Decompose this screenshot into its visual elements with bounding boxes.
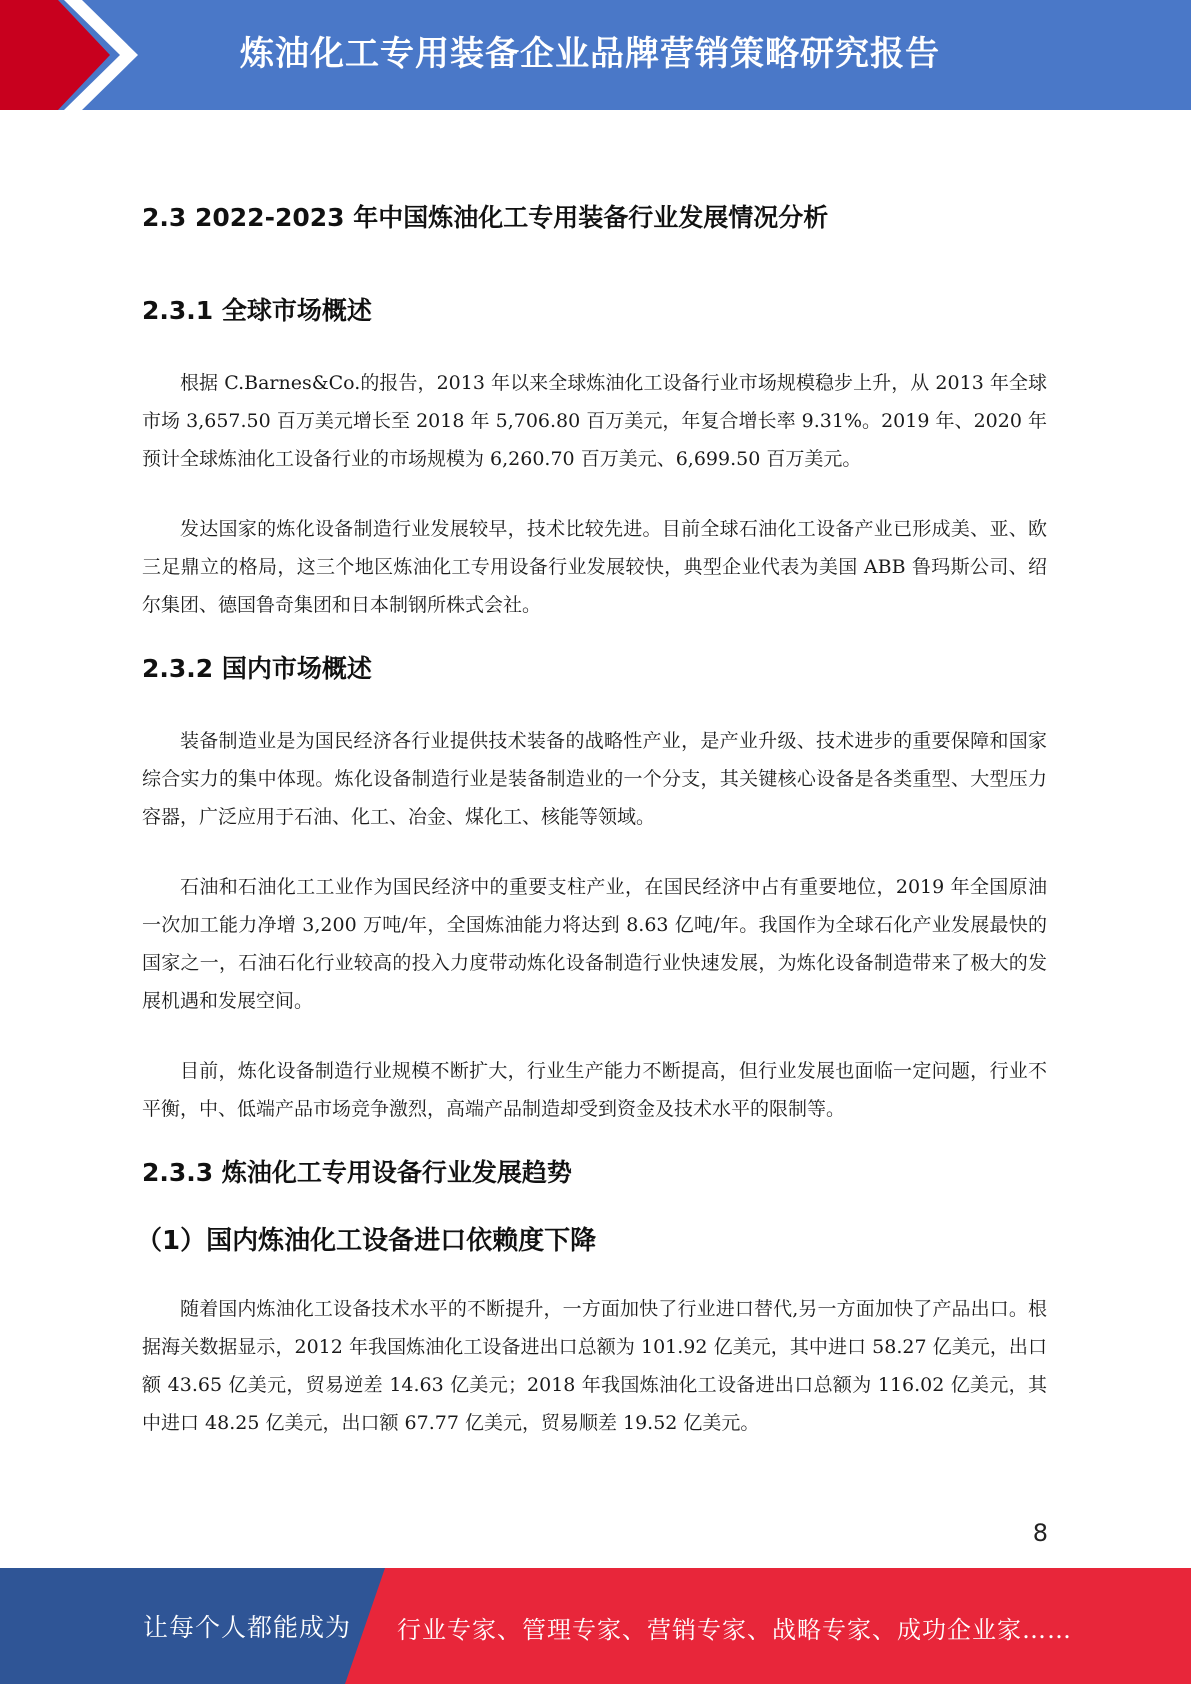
item-title-import-dependence: （1）国内炼油化工设备进口依赖度下降 xyxy=(136,1226,597,1256)
section-title: 2.3 2022-2023 年中国炼油化工专用装备行业发展情况分析 xyxy=(142,203,829,232)
header-banner xyxy=(0,0,1191,110)
header-arrow-decoration xyxy=(0,0,160,110)
subsection-title-global-market: 2.3.1 全球市场概述 xyxy=(142,296,372,325)
subsection-title-domestic-market: 2.3.2 国内市场概述 xyxy=(142,654,372,683)
paragraph: 发达国家的炼化设备制造行业发展较早，技术比较先进。目前全球石油化工设备产业已形成美、亚、欧三足鼎立的格局，这三个地区炼油化工专用设备行业发展较快，典型企业代表为美国 ABB 鲁玛斯公司、绍尔集团、德国鲁奇集团和日本制钢所株式会社。 xyxy=(142,518,1047,616)
report-title: 炼油化工专用装备企业品牌营销策略研究报告 xyxy=(240,34,940,74)
subsection-title-development-trend: 2.3.3 炼油化工专用设备行业发展趋势 xyxy=(142,1158,572,1187)
paragraph: 目前，炼化设备制造行业规模不断扩大，行业生产能力不断提高，但行业发展也面临一定问题，行业不平衡，中、低端产品市场竞争激烈，高端产品制造却受到资金及技术水平的限制等。 xyxy=(142,1060,1047,1120)
footer-slogan-left: 让每个人都能成为 xyxy=(143,1613,352,1642)
footer-banner xyxy=(0,1568,1191,1684)
footer-slogan-right: 行业专家、管理专家、营销专家、战略专家、成功企业家…… xyxy=(397,1616,1072,1644)
paragraph: 装备制造业是为国民经济各行业提供技术装备的战略性产业，是产业升级、技术进步的重要保障和国家综合实力的集中体现。炼化设备制造行业是装备制造业的一个分支，其关键核心设备是各类重型、大型压力容器，广泛应用于石油、化工、冶金、煤化工、核能等领域。 xyxy=(142,730,1047,828)
paragraph: 随着国内炼油化工设备技术水平的不断提升，一方面加快了行业进口替代,另一方面加快了产品出口。根据海关数据显示，2012 年我国炼油化工设备进出口总额为 101.92 亿美元，其中进口 58.27 亿美元，出口额 43.65 亿美元，贸易逆差 14.63 亿美元；2018 年我国炼油化工设备进出口总额为 116.02 亿美元，其中进口 48.25 亿美元，出口额 67.77 亿美元，贸易顺差 19.52 亿美元。 xyxy=(142,1298,1047,1434)
paragraph: 根据 C.Barnes&Co.的报告，2013 年以来全球炼油化工设备行业市场规模稳步上升，从 2013 年全球市场 3,657.50 百万美元增长至 2018 年 5,706.80 百万美元，年复合增长率 9.31%。2019 年、2020 年预计全球炼油化工设备行业的市场规模为 6,260.70 百万美元、6,699.50 百万美元。 xyxy=(142,372,1047,470)
paragraph: 石油和石油化工工业作为国民经济中的重要支柱产业，在国民经济中占有重要地位，2019 年全国原油一次加工能力净增 3,200 万吨/年，全国炼油能力将达到 8.63 亿吨/年。我国作为全球石化产业发展最快的国家之一，石油石化行业较高的投入力度带动炼化设备制造行业快速发展，为炼化设备制造带来了极大的发展机遇和发展空间。 xyxy=(142,876,1047,1012)
page-number: 8 xyxy=(1032,1519,1048,1547)
page-content xyxy=(136,195,1047,1474)
